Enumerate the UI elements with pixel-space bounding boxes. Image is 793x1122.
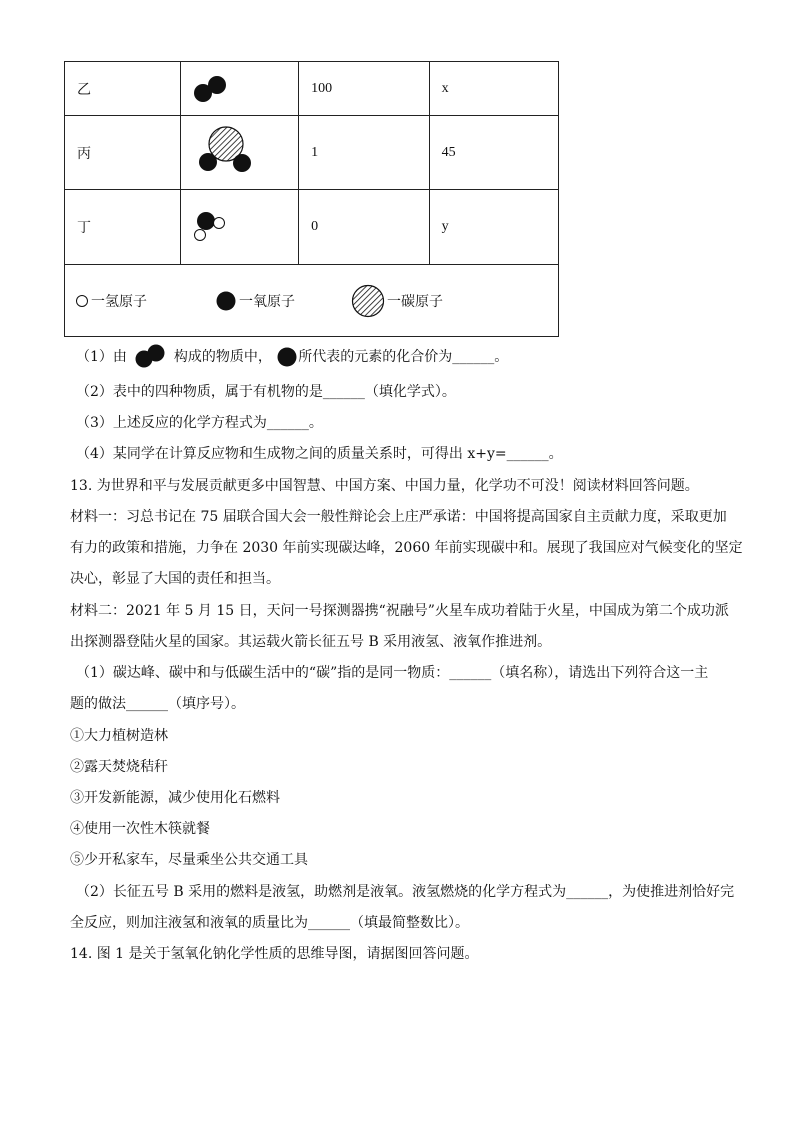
molecule-cell xyxy=(181,190,299,265)
legend-oxygen-label: 一氧原子 xyxy=(239,293,295,310)
option-4: ④使用一次性木筷就餐 xyxy=(70,821,210,837)
material-2-line-1: 材料二：2021 年 5 月 15 日，天问一号探测器携“祝融号”火星车成功着陆于火星，中国成为第二个成功派 xyxy=(70,603,729,619)
mass-after: x xyxy=(429,62,558,116)
material-1-line-1: 材料一：习总书记在 75 届联合国大会一般性辩论会上庄严承诺：中国将提高国家自主贡献力度，采取更加 xyxy=(70,509,727,525)
oxygen-molecule-icon xyxy=(131,344,169,370)
legend xyxy=(75,284,558,318)
option-1: ①大力植树造林 xyxy=(70,728,168,744)
option-5: ⑤少开私家车，尽量乘坐公共交通工具 xyxy=(70,852,308,868)
table-row xyxy=(65,190,559,265)
oxygen-atom-icon xyxy=(215,290,237,312)
problem-13-title: 13. 为世界和平与发展贡献更多中国智慧、中国方案、中国力量，化学功不可没！阅读材料回答问题。 xyxy=(70,478,699,494)
legend-carbon xyxy=(351,284,443,318)
substance-name: 乙 xyxy=(65,62,181,116)
carbon-dioxide-molecule-icon xyxy=(181,116,295,189)
oxygen-molecule-icon xyxy=(181,62,295,115)
table-row xyxy=(65,62,559,116)
question-4: （4）某同学在计算反应物和生成物之间的质量关系时，可得出 x+y=______。 xyxy=(76,446,563,462)
molecule-cell xyxy=(181,116,299,190)
option-2: ②露天焚烧秸秆 xyxy=(70,759,168,775)
mass-before: 0 xyxy=(299,190,429,265)
legend-cell xyxy=(65,265,559,337)
legend-row xyxy=(65,265,559,337)
legend-hydrogen xyxy=(75,291,147,311)
carbon-atom-icon xyxy=(351,284,385,318)
table-row xyxy=(65,116,559,190)
mass-before: 1 xyxy=(299,116,429,190)
legend-hydrogen-label: 一氢原子 xyxy=(91,293,147,310)
material-1-line-2: 有力的政策和措施，力争在 2030 年前实现碳达峰，2060 年前实现碳中和。展现了我国应对气候变化的坚定 xyxy=(70,540,743,556)
subquestion-2-line-2: 全反应，则加注液氢和液氧的质量比为______（填最简整数比）。 xyxy=(70,915,469,931)
legend-carbon-label: 一碳原子 xyxy=(387,293,443,310)
mass-after: 45 xyxy=(429,116,558,190)
water-molecule-icon xyxy=(181,190,295,264)
molecule-table xyxy=(64,61,559,337)
substance-name: 丙 xyxy=(65,116,181,190)
subquestion-2-line-1: （2）长征五号 B 采用的燃料是液氢，助燃剂是液氧。液氢燃烧的化学方程式为______，为使推进剂恰好完 xyxy=(76,884,735,900)
problem-14-title: 14. 图 1 是关于氢氧化钠化学性质的思维导图，请据图回答问题。 xyxy=(70,946,479,962)
subquestion-1-line-1: （1）碳达峰、碳中和与低碳生活中的“碳”指的是同一物质：______（填名称），请选出下列符合这一主 xyxy=(76,665,709,681)
subquestion-1-line-2: 题的做法______（填序号）。 xyxy=(70,696,245,712)
mass-before: 100 xyxy=(299,62,429,116)
oxygen-atom-icon xyxy=(276,346,298,368)
question-3: （3）上述反应的化学方程式为______。 xyxy=(76,415,323,431)
material-2-line-2: 出探测器登陆火星的国家。其运载火箭长征五号 B 采用液氢、液氧作推进剂。 xyxy=(70,634,552,650)
legend-oxygen xyxy=(215,290,295,312)
option-3: ③开发新能源，减少使用化石燃料 xyxy=(70,790,280,806)
q1-prefix: （1）由 xyxy=(76,349,127,365)
q1-suffix: 所代表的元素的化合价为______。 xyxy=(298,349,509,365)
material-1-line-3: 决心，彰显了大国的责任和担当。 xyxy=(70,571,280,587)
q1-mid: 构成的物质中， xyxy=(173,349,272,365)
question-2: （2）表中的四种物质，属于有机物的是______（填化学式）。 xyxy=(76,384,456,400)
substance-name: 丁 xyxy=(65,190,181,265)
hydrogen-atom-icon xyxy=(75,294,89,308)
mass-after: y xyxy=(429,190,558,265)
question-1 xyxy=(76,344,508,370)
molecule-cell xyxy=(181,62,299,116)
